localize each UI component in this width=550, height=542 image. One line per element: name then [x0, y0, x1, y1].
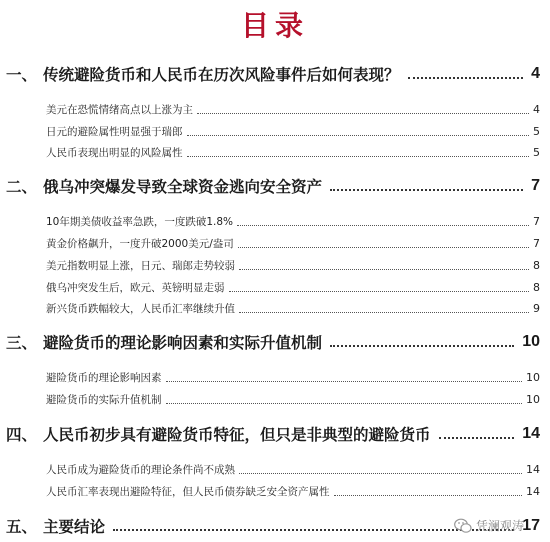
page-number: 10 [526, 392, 540, 406]
dot-leader [197, 113, 529, 114]
section-title: 避险货币的理论影响因素和实际升值机制 [43, 333, 323, 352]
dot-leader [330, 189, 523, 191]
toc-section-3[interactable] [6, 328, 540, 356]
toc-section-4[interactable] [6, 420, 540, 448]
page-number: 5 [533, 124, 540, 138]
entry-title: 美元在恐慌情绪高点以上涨为主 [46, 103, 193, 116]
entry-title: 10年期美债收益率急跌，一度跌破1.8% [46, 215, 234, 228]
toc-entry[interactable] [46, 255, 540, 275]
page-number: 14 [522, 425, 540, 442]
entry-title: 人民币成为避险货币的理论条件尚不成熟 [46, 463, 235, 476]
toc-entry[interactable] [46, 459, 540, 479]
page-number: 4 [531, 65, 540, 82]
dot-leader [439, 437, 515, 439]
dot-leader [239, 312, 529, 313]
page-number: 17 [522, 517, 540, 534]
dot-leader [166, 403, 523, 404]
toc-entry[interactable] [46, 367, 540, 387]
section-number: 三、 [6, 333, 38, 352]
section-number: 五、 [6, 517, 38, 536]
section-title: 主要结论 [43, 517, 106, 536]
toc-section-2[interactable] [6, 172, 540, 200]
dot-leader [239, 269, 529, 270]
entry-title: 日元的避险属性明显强于瑞郎 [46, 125, 183, 138]
toc-entry[interactable] [46, 481, 540, 501]
page-number: 7 [531, 177, 540, 194]
dot-leader [330, 345, 514, 347]
entry-title: 人民币表现出明显的风险属性 [46, 146, 183, 159]
page-number: 5 [533, 145, 540, 159]
page-number: 10 [522, 333, 540, 350]
toc-entry[interactable] [46, 277, 540, 297]
page-number: 7 [533, 236, 540, 250]
dot-leader [238, 247, 529, 248]
page-number: 14 [526, 462, 540, 476]
entry-title: 黄金价格飙升，一度升破2000美元/盎司 [46, 237, 234, 250]
page-number: 8 [533, 280, 540, 294]
toc-entry[interactable] [46, 298, 540, 318]
dot-leader [187, 156, 530, 157]
dot-leader [166, 381, 523, 382]
dot-leader [237, 225, 529, 226]
section-title: 人民币初步具有避险货币特征，但只是非典型的避险货币 [43, 425, 431, 444]
entry-title: 俄乌冲突发生后，欧元、英镑明显走弱 [46, 281, 225, 294]
entry-title: 避险货币的实际升值机制 [46, 393, 162, 406]
watermark-text: 凭澜观涛 [475, 519, 524, 533]
entry-title: 人民币汇率表现出避险特征，但人民币债券缺乏安全资产属性 [46, 485, 330, 498]
dot-leader [187, 135, 530, 136]
page-number: 9 [533, 301, 540, 315]
page-number: 8 [533, 258, 540, 272]
toc-entry[interactable] [46, 211, 540, 231]
watermark [454, 517, 524, 534]
page-number: 7 [533, 214, 540, 228]
page-number: 10 [526, 370, 540, 384]
page-number: 4 [533, 102, 540, 116]
toc-section-1[interactable] [6, 60, 540, 88]
entry-title: 新兴货币跌幅较大，人民币汇率继续升值 [46, 302, 235, 315]
section-number: 一、 [6, 65, 38, 84]
toc-entry[interactable] [46, 142, 540, 162]
entry-title: 美元指数明显上涨，日元、瑞郎走势较弱 [46, 259, 235, 272]
toc-entry[interactable] [46, 233, 540, 253]
toc-entry[interactable] [46, 389, 540, 409]
section-title: 俄乌冲突爆发导致全球资金逃向安全资产 [43, 177, 323, 196]
toc-entry[interactable] [46, 99, 540, 119]
section-number: 二、 [6, 177, 38, 196]
wechat-icon [454, 518, 472, 534]
section-number: 四、 [6, 425, 38, 444]
section-title: 传统避险货币和人民币在历次风险事件后如何表现？ [43, 65, 400, 84]
entry-title: 避险货币的理论影响因素 [46, 371, 162, 384]
dot-leader [334, 495, 523, 496]
toc-title: 目录 [240, 9, 309, 42]
dot-leader [229, 291, 530, 292]
toc-entry[interactable] [46, 121, 540, 141]
dot-leader [408, 77, 524, 79]
page-number: 14 [526, 484, 540, 498]
dot-leader [239, 473, 522, 474]
